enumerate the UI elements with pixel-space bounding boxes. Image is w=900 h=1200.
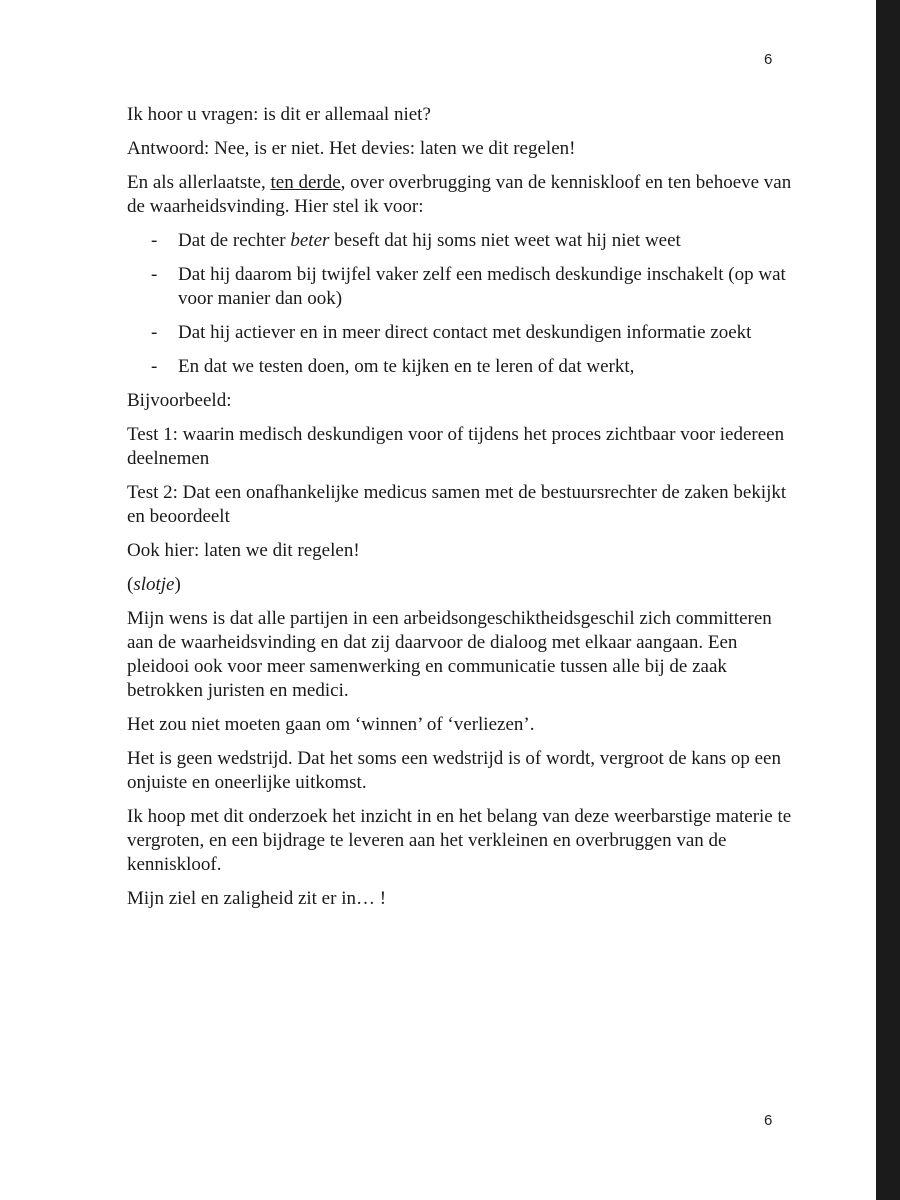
dash-bullet: - [151, 356, 158, 377]
list-item [127, 355, 797, 379]
list-item [127, 263, 797, 311]
italic-text: beter [290, 230, 330, 251]
document-body [127, 103, 797, 921]
list-item [127, 229, 797, 253]
paragraph: Ik hoop met dit onderzoek het inzicht in en het belang van deze weerbarstige materie te vergroten, en een bijdrage te leveren aan het verkleinen en overbruggen van de kenniskloof. [127, 806, 792, 875]
dash-bullet: - [151, 322, 158, 343]
page-number-bottom: 6 [764, 1112, 773, 1129]
text-run: ) [174, 574, 181, 595]
text-run: ( [127, 574, 134, 595]
paragraph: Test 2: Dat een onafhankelijke medicus samen met de bestuursrechter de zaken bekijkt en beoordeelt [127, 482, 787, 527]
paragraph: Het is geen wedstrijd. Dat het soms een wedstrijd is of wordt, vergroot de kans op een onjuiste en oneerlijke uitkomst. [127, 748, 781, 793]
bullet-list [127, 229, 797, 379]
text-run: En als allerlaatste, [127, 172, 271, 193]
underlined-text: ten derde [270, 172, 341, 193]
text-run: Dat de rechter [178, 230, 291, 251]
paragraph: Bijvoorbeeld: [127, 390, 232, 411]
paragraph: Antwoord: Nee, is er niet. Het devies: laten we dit regelen! [127, 138, 576, 159]
paragraph: Mijn wens is dat alle partijen in een arbeidsongeschiktheidsgeschil zich committeren aan de waarheidsvinding en dat zij daarvoor de dialoog met elkaar aangaan. Een pleidooi ook voor meer samenwerking en communicatie tussen alle bij de zaak betrokken juristen en medici. [127, 608, 772, 701]
list-item [127, 321, 797, 345]
text-run: , over overbrugging van de kenniskloof en ten behoeve van de waarheidsvinding. Hier stel ik voor: [127, 172, 792, 217]
italic-text: slotje [133, 574, 175, 595]
list-item-text: En dat we testen doen, om te kijken en te leren of dat werkt, [178, 356, 635, 377]
paragraph: Mijn ziel en zaligheid zit er in… ! [127, 888, 387, 909]
section-label [127, 573, 797, 597]
paragraph: Ik hoor u vragen: is dit er allemaal niet? [127, 104, 431, 125]
dash-bullet: - [151, 264, 158, 285]
list-item-text: Dat hij daarom bij twijfel vaker zelf een medisch deskundige inschakelt (op wat voor manier dan ook) [178, 264, 786, 309]
paragraph: Test 1: waarin medisch deskundigen voor of tijdens het proces zichtbaar voor iedereen deelnemen [127, 424, 785, 469]
paragraph: Ook hier: laten we dit regelen! [127, 540, 360, 561]
dash-bullet: - [151, 230, 158, 251]
paragraph: Het zou niet moeten gaan om ‘winnen’ of ‘verliezen’. [127, 714, 535, 735]
page-number-top: 6 [764, 51, 773, 68]
paragraph [127, 171, 797, 219]
list-item-text: Dat hij actiever en in meer direct contact met deskundigen informatie zoekt [178, 322, 752, 343]
dark-border-edge [876, 0, 900, 1200]
text-run: beseft dat hij soms niet weet wat hij niet weet [329, 230, 681, 251]
